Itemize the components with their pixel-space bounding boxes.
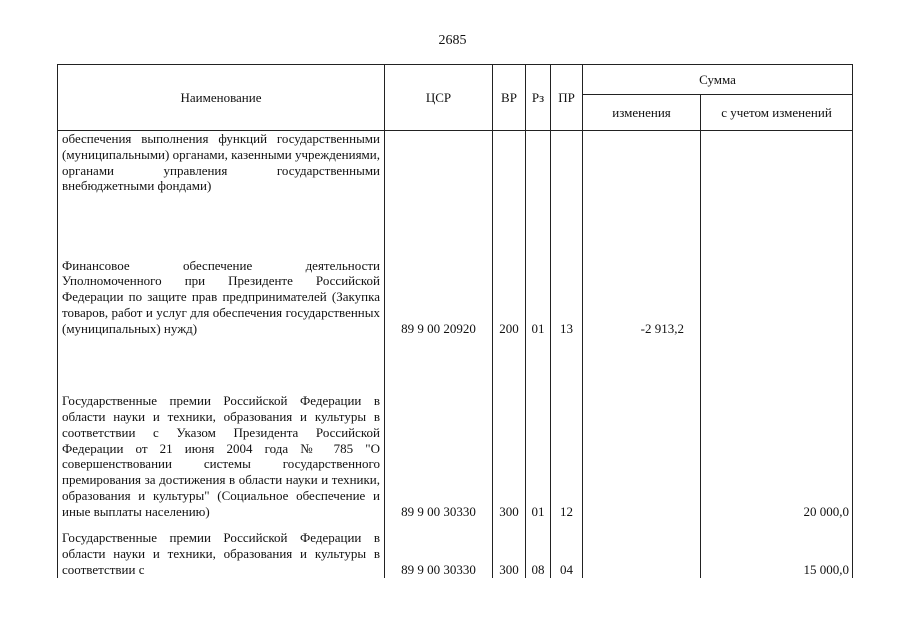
row-rz: 08	[526, 520, 551, 578]
row-change: -2 913,2	[583, 224, 701, 337]
row-vr: 200	[493, 224, 526, 337]
header-sum: Сумма	[583, 65, 853, 95]
row-total: 15 000,0	[701, 520, 853, 578]
row-total: 20 000,0	[701, 337, 853, 520]
table-row	[58, 224, 853, 337]
row-csr: 89 9 00 30330	[385, 520, 493, 578]
header-name: Наименование	[58, 65, 385, 131]
row-change	[583, 131, 701, 224]
row-name: Финансовое обеспечение деятельности Уполномоченного при Президенте Российской Федерации по защите прав предпринимателей (Закупка товаров, работ и услуг для обеспечения государственных (муниципальных) нужд)	[58, 224, 385, 337]
row-pr	[551, 131, 583, 224]
row-change	[583, 520, 701, 578]
row-pr: 12	[551, 337, 583, 520]
header-change: изменения	[583, 95, 701, 131]
row-name: обеспечения выполнения функций государственными (муниципальными) органами, казенными учреждениями, органами управления государственными внебюджетными фондами)	[58, 131, 385, 224]
row-change	[583, 337, 701, 520]
row-csr	[385, 131, 493, 224]
row-pr: 04	[551, 520, 583, 578]
header-csr: ЦСР	[385, 65, 493, 131]
row-pr: 13	[551, 224, 583, 337]
budget-table	[57, 64, 853, 578]
header-rz: Рз	[526, 65, 551, 131]
row-csr: 89 9 00 30330	[385, 337, 493, 520]
row-vr: 300	[493, 520, 526, 578]
row-csr: 89 9 00 20920	[385, 224, 493, 337]
row-rz: 01	[526, 337, 551, 520]
table-row	[58, 520, 853, 578]
page-number: 2685	[438, 33, 467, 48]
header-with-change: с учетом изменений	[701, 95, 853, 131]
header-pr: ПР	[551, 65, 583, 131]
table-row	[58, 131, 853, 224]
row-vr: 300	[493, 337, 526, 520]
row-total	[701, 131, 853, 224]
row-vr	[493, 131, 526, 224]
header-vr: ВР	[493, 65, 526, 131]
row-rz: 01	[526, 224, 551, 337]
row-name: Государственные премии Российской Федерации в области науки и техники, образования и культуры в соответствии с	[58, 520, 385, 578]
row-name: Государственные премии Российской Федерации в области науки и техники, образования и культуры в соответствии с Указом Президента Российской Федерации от 21 июня 2004 года № 785 "О совершенствовании системы государственного премирования за достижения в области науки и техники, образования и культуры" (Социальное обеспечение и иные выплаты населению)	[58, 337, 385, 520]
row-total	[701, 224, 853, 337]
row-rz	[526, 131, 551, 224]
table-row	[58, 337, 853, 520]
